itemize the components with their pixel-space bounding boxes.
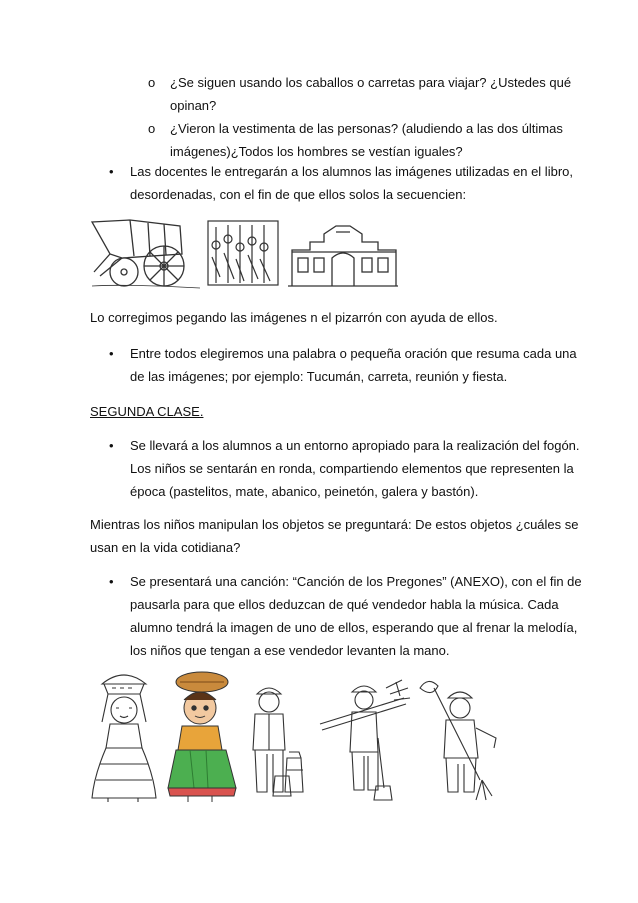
bullet-text: alumno tendrá la imagen de uno de ellos, esperando que al frenar la melodía, xyxy=(130,620,578,635)
meeting-image xyxy=(206,217,280,289)
bullet: • xyxy=(109,164,114,179)
bullet-text: Se presentará una canción: “Canción de los Pregones” (ANEXO), con el fin de xyxy=(130,574,582,589)
bullet-text: Las docentes le entregarán a los alumnos las imágenes utilizadas en el libro, xyxy=(130,164,573,179)
sub-bullet: o xyxy=(148,121,156,136)
bullet-text: Entre todos elegiremos una palabra o pequeña oración que resuma cada una xyxy=(130,346,577,361)
paragraph: Mientras los niños manipulan los objetos se preguntará: De estos objetos ¿cuáles se xyxy=(90,517,579,532)
bullet: • xyxy=(109,346,114,361)
bullet-text: pausarla para que ellos deduzcan de qué vendedor habla la música. Cada xyxy=(130,597,559,612)
sub-item-line: ¿Vieron la vestimenta de las personas? (aludiendo a las dos últimas xyxy=(170,121,563,136)
paragraph: Lo corregimos pegando las imágenes n el pizarrón con ayuda de ellos. xyxy=(90,310,498,325)
paragraph: usan en la vida cotidiana? xyxy=(90,540,241,555)
feather-duster-vendor-image xyxy=(416,668,504,804)
empanada-vendor-image xyxy=(162,668,242,806)
sub-bullet: o xyxy=(148,75,156,90)
sub-item-line: opinan? xyxy=(170,98,217,113)
cart-image xyxy=(90,214,202,290)
bullet: • xyxy=(109,574,114,589)
sub-item-line: ¿Se siguen usando los caballos o carretas para viajar? ¿Ustedes qué xyxy=(170,75,572,90)
broom-vendor-image xyxy=(316,678,412,804)
bullet-text: de las imágenes; por ejemplo: Tucumán, carreta, reunión y fiesta. xyxy=(130,369,508,384)
bullet-text: Se llevará a los alumnos a un entorno apropiado para la realización del fogón. xyxy=(130,438,580,453)
house-image xyxy=(286,220,401,292)
section-title: SEGUNDA CLASE. xyxy=(90,404,204,419)
bullet: • xyxy=(109,438,114,453)
sub-item-line: imágenes)¿Todos los hombres se vestían iguales? xyxy=(170,144,463,159)
bullet-text: época (pastelitos, mate, abanico, peinetón, galera y bastón). xyxy=(130,484,479,499)
bullet-text: los niños que tengan a ese vendedor levanten la mano. xyxy=(130,643,450,658)
milkman-image xyxy=(245,680,311,802)
basket-vendor-image xyxy=(88,664,160,804)
bullet-text: Los niños se sentarán en ronda, compartiendo elementos que representen la xyxy=(130,461,574,476)
bullet-text: desordenadas, con el fin de que ellos solos la secuencien: xyxy=(130,187,467,202)
